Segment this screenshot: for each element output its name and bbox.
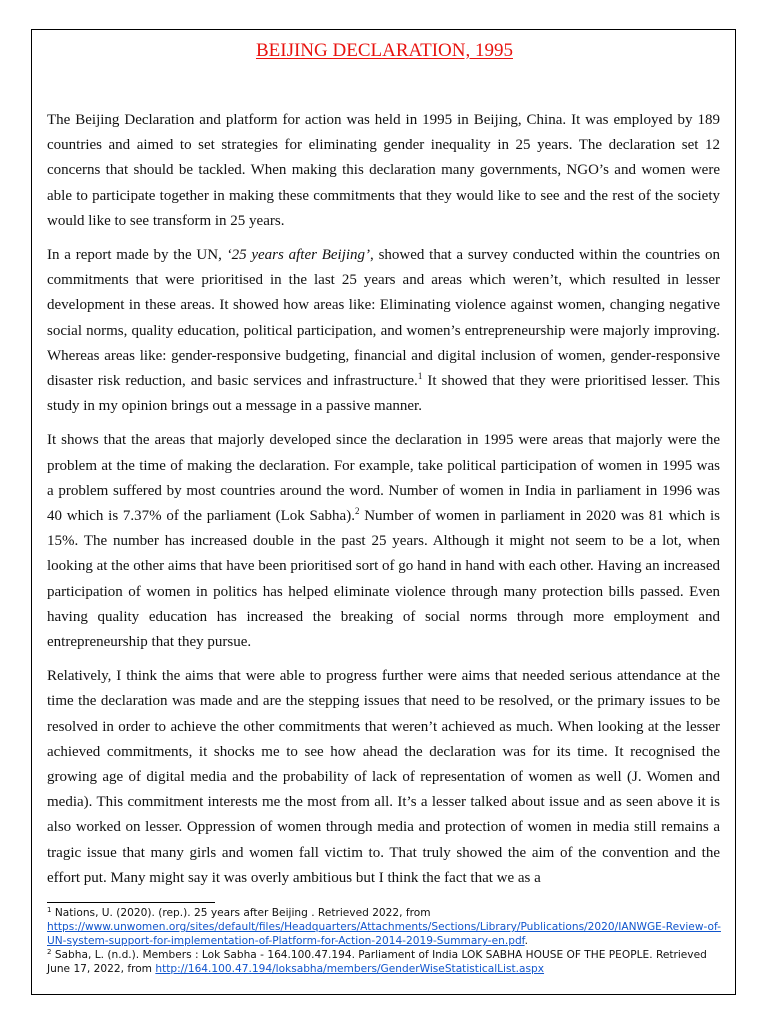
- paragraph-2-text-b: , showed that a survey conducted within the countries on commitments that were prioritised in the last 25 years and areas which weren’t, which resulted in lesser development in these areas. It showed how areas like: Eliminating violence against women, changing negative social norms, quality education, political participation, and women’s entrepreneurship were majorly improving. Whereas areas like: gender-responsive budgeting, financial and digital inclusion of women, gender-responsive disaster risk reduction, and basic services and infrastructure.: [47, 247, 720, 390]
- paragraph-3: [47, 428, 720, 655]
- paragraph-3-text-a: It shows that the areas that majorly developed since the declaration in 1995 were areas that majorly were the problem at the time of making the declaration. For example, take political participation of women in 1995 was a problem suffered by most countries around the word. Number of women in India in parliament in 1996 was 40 which is 7.37% of the parliament (Lok Sabha).: [47, 432, 720, 525]
- footnote-2-text: Sabha, L. (n.d.). Members : Lok Sabha - 164.100.47.194. Parliament of India LOK SABHA HOUSE OF THE PEOPLE. Retrieved June 17, 2022, from: [47, 949, 707, 975]
- paragraph-2: [47, 243, 720, 419]
- footnote-1-end: .: [524, 935, 528, 947]
- footnote-2-number: 2: [47, 948, 52, 956]
- paragraph-3-text-b: Number of women in parliament in 2020 was 81 which is 15%. The number has increased double in the past 25 years. Although it might not seem to be a lot, when looking at the other aims that have been prioritised sort of go hand in hand with each other. Having an increased participation of women in politics has helped eliminate violence through many protection bills passed. Even having quality education has increased the breaking of social norms through more employment and entrepreneurship that they pursue.: [47, 508, 720, 651]
- paragraph-2-text-a: In a report made by the UN,: [47, 247, 227, 264]
- footnote-ref-2[interactable]: 2: [354, 506, 360, 517]
- footnote-1-number: 1: [47, 906, 52, 914]
- footnote-2: [47, 948, 722, 976]
- document-content: [47, 40, 720, 886]
- document-title: BEIJING DECLARATION, 1995: [255, 40, 513, 61]
- footnote-1: [47, 906, 722, 948]
- footnote-ref-1[interactable]: 1: [417, 371, 423, 382]
- footnotes: [47, 906, 722, 976]
- paragraph-4: Relatively, I think the aims that were able to progress further were aims that needed serious attendance at the time the declaration was made and are the stepping issues that need to be resolved, or the primary issues to be resolved in order to achieve the other commitments that weren’t achieved as much. When looking at the lesser achieved commitments, it shocks me to see how ahead the declaration was for its time. It recognised the growing age of digital media and the probability of lack of representation of women as well (J. Women and media). This commitment interests me the most from all. It’s a lesser talked about issue and as seen above it is also worked on lesser. Oppression of women through media and protection of women in media still remains a tragic issue that many girls and women fall victim to. That truly showed the aim of the convention and the effort put. Many might say it was overly ambitious but I think the fact that we as a: [47, 668, 720, 886]
- paragraph-2-text-c: It showed that they were prioritised lesser. This study in my opinion brings out a message in a passive manner.: [47, 373, 720, 415]
- footnote-separator: [47, 902, 215, 903]
- footnote-1-text: Nations, U. (2020). (rep.). 25 years after Beijing . Retrieved 2022, from: [51, 907, 431, 919]
- footnote-2-link[interactable]: http://164.100.47.194/loksabha/members/GenderWiseStatisticalList.aspx: [155, 963, 545, 975]
- report-title-italic: ‘25 years after Beijing’: [226, 247, 371, 264]
- paragraph-1: The Beijing Declaration and platform for action was held in 1995 in Beijing, China. It was employed by 189 countries and aimed to set strategies for eliminating gender inequality in 25 years. The declaration set 12 concerns that should be tackled. When making this declaration many governments, NGO’s and women were able to participate together in making these commitments that they would like to see and the rest of the society would like to see transform in 25 years.: [47, 112, 720, 229]
- document-body: [47, 108, 720, 900]
- footnote-1-link[interactable]: https://www.unwomen.org/sites/default/files/Headquarters/Attachments/Sections/Library/Publications/2020/IANWGE-Review-of-UN-system-support-for-implementation-of-Platform-for-Action-2014-2019-Summary-en.pdf: [47, 921, 721, 947]
